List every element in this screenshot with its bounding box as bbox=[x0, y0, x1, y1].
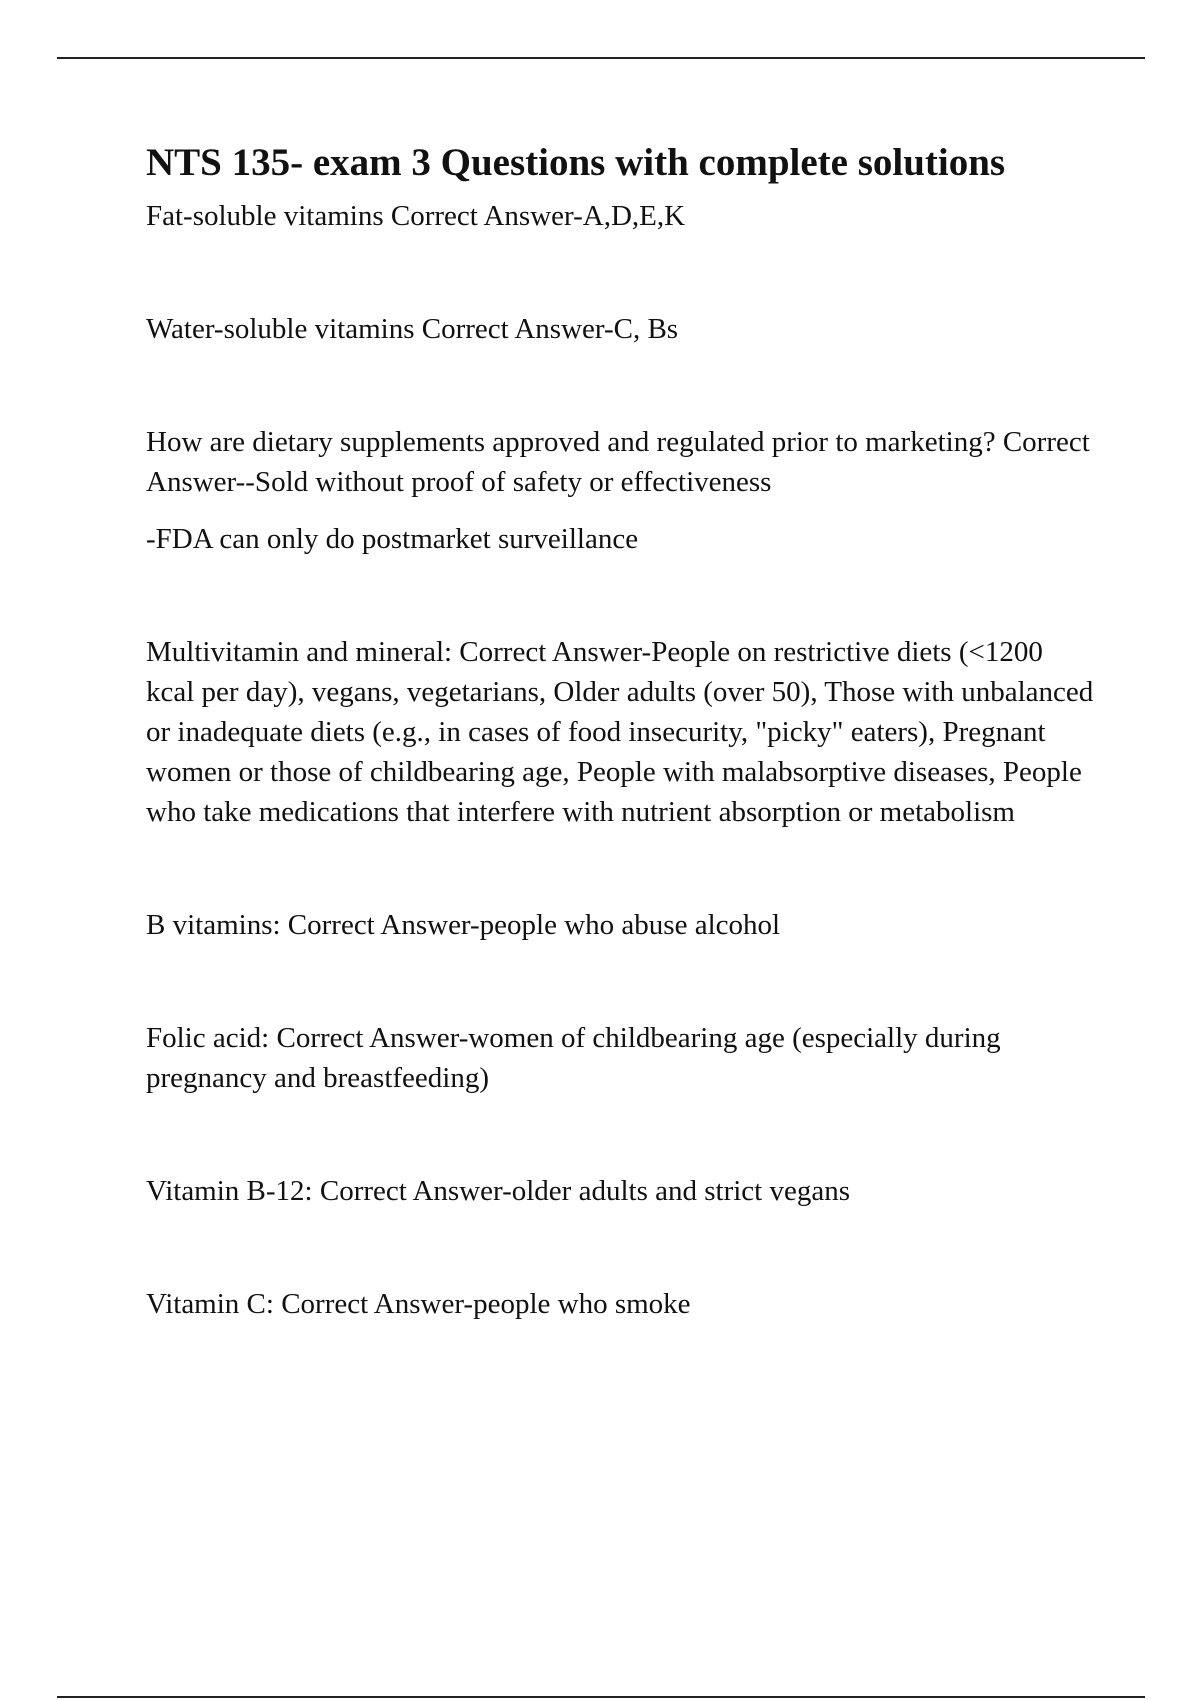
document-body bbox=[146, 140, 1096, 1324]
qa-item-fat-soluble: Fat-soluble vitamins Correct Answer-A,D,E,K bbox=[146, 200, 686, 232]
top-divider bbox=[57, 57, 1145, 59]
qa-item-water-soluble: Water-soluble vitamins Correct Answer-C, Bs bbox=[146, 313, 679, 345]
page-title: NTS 135- exam 3 Questions with complete solutions bbox=[146, 141, 1006, 184]
qa-item-vitamin-c: Vitamin C: Correct Answer-people who smoke bbox=[146, 1288, 691, 1320]
qa-item-folic-acid: Folic acid: Correct Answer-women of childbearing age (especially during pregnancy and breastfeeding) bbox=[146, 1022, 1001, 1094]
qa-item-b-vitamins: B vitamins: Correct Answer-people who abuse alcohol bbox=[146, 909, 781, 941]
qa-item-multivitamin: Multivitamin and mineral: Correct Answer-People on restrictive diets (<1200 kcal per day), vegans, vegetarians, Older adults (over 50), Those with unbalanced or inadequate diets (e.g., in cases of food insecurity, "picky" eaters), Pregnant women or those of childbearing age, People with malabsorptive diseases, People who take medications that interfere with nutrient absorption or metabolism bbox=[146, 636, 1094, 828]
bottom-divider bbox=[57, 1696, 1145, 1698]
qa-item-supplement-regulation: How are dietary supplements approved and regulated prior to marketing? Correct Answer--Sold without proof of safety or effectiveness bbox=[146, 426, 1090, 498]
qa-item-vitamin-b12: Vitamin B-12: Correct Answer-older adults and strict vegans bbox=[146, 1175, 850, 1207]
qa-item-fda-surveillance: -FDA can only do postmarket surveillance bbox=[146, 523, 639, 555]
